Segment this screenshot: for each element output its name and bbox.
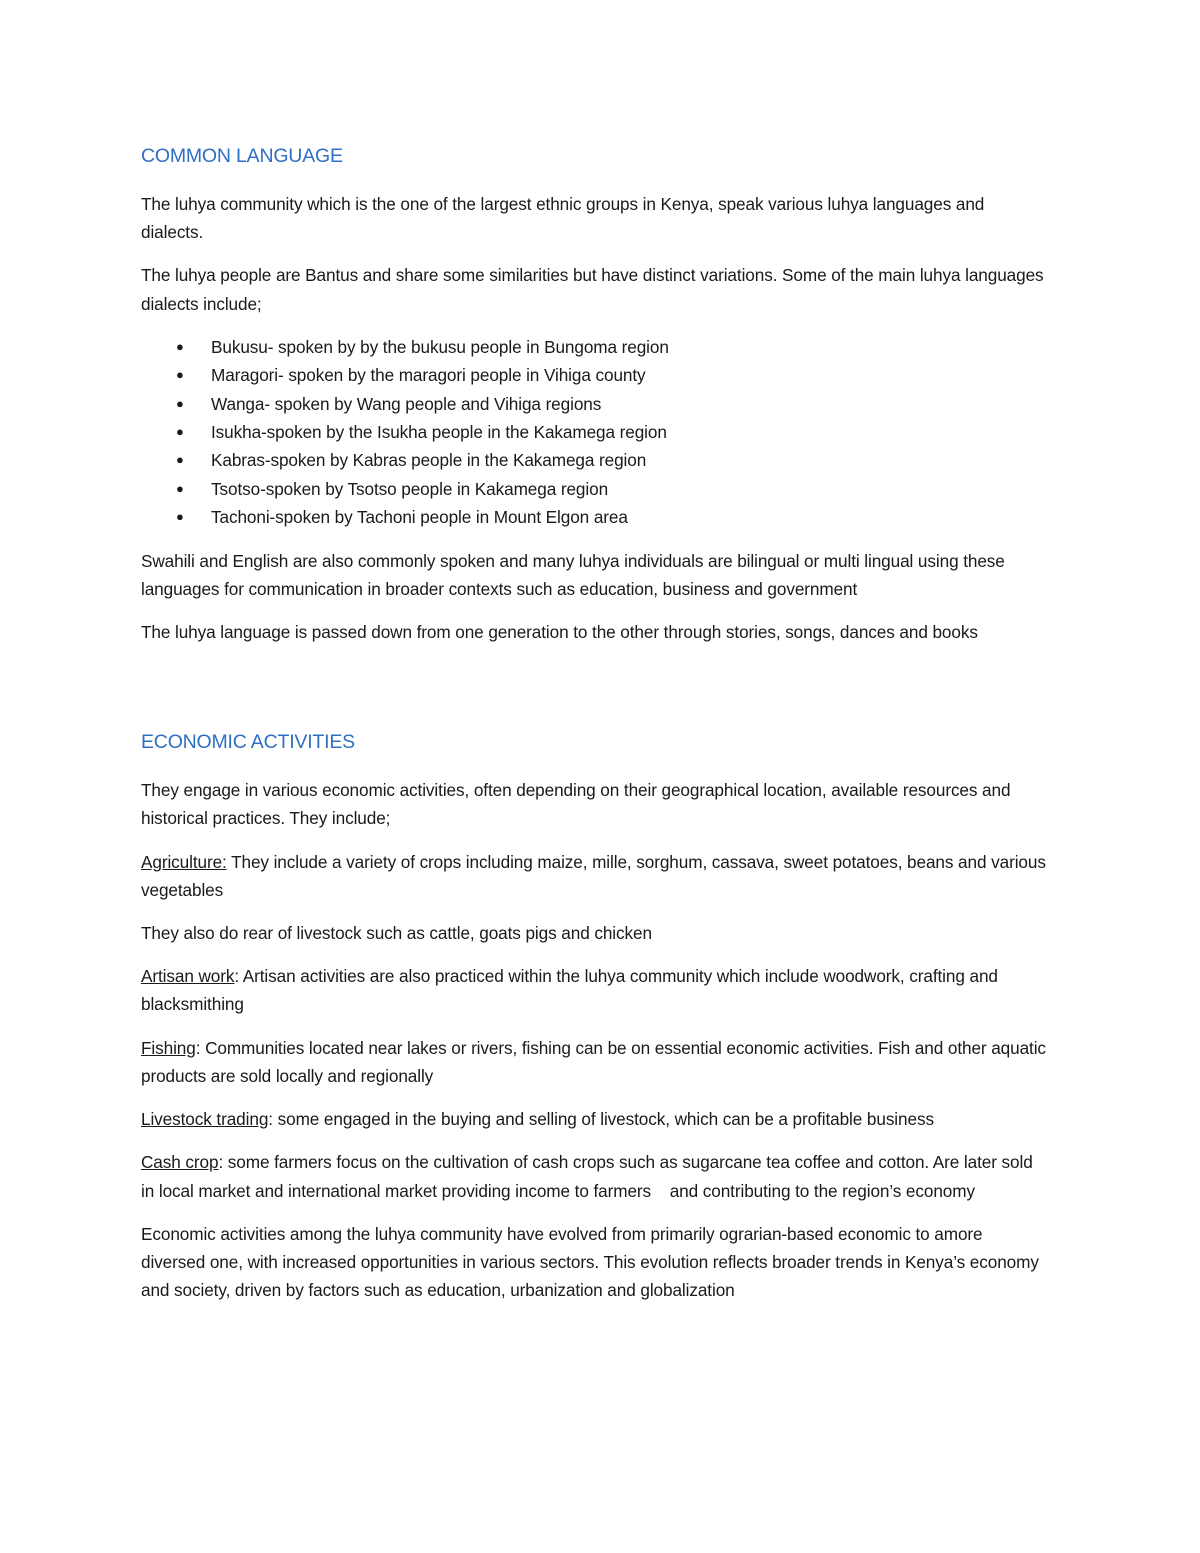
list-item [141, 361, 1050, 389]
list-item [141, 503, 1050, 531]
list-item-text: Isukha-spoken by the Isukha people in the Kakamega region [211, 422, 667, 443]
agriculture-label: Agriculture: [141, 851, 227, 872]
bullet-icon: ● [176, 395, 184, 411]
list-item [141, 418, 1050, 446]
artisan-text: : Artisan activities are also practiced within the luhya community which include woodwork, crafting and blacksmithing [141, 966, 998, 1015]
paragraph-livestock-trading [141, 1105, 1050, 1133]
fishing-text: : Communities located near lakes or rivers, fishing can be on essential economic activities. Fish and other aquatic products are sold locally and regionally [141, 1037, 1046, 1086]
trading-label: Livestock trading [141, 1109, 269, 1130]
list-item-text: Bukusu- spoken by by the bukusu people in Bungoma region [211, 336, 669, 357]
bullet-icon: ● [176, 452, 184, 468]
dialect-list [141, 333, 1050, 532]
paragraph-cash-crop [141, 1148, 1050, 1204]
artisan-label: Artisan work [141, 966, 235, 987]
heading-common-language: COMMON LANGUAGE [141, 145, 343, 167]
bullet-icon: ● [176, 480, 184, 496]
agriculture-text: They include a variety of crops including maize, mille, sorghum, cassava, sweet potatoes, beans and various vegetables [141, 851, 1046, 900]
bullet-icon: ● [176, 338, 184, 354]
list-item-text: Wanga- spoken by Wang people and Vihiga regions [211, 393, 602, 414]
paragraph-passed-down: The luhya language is passed down from one generation to the other through stories, songs, dances and books [141, 622, 978, 643]
paragraph-livestock: They also do rear of livestock such as cattle, goats pigs and chicken [141, 923, 652, 944]
paragraph-intro: The luhya community which is the one of the largest ethnic groups in Kenya, speak various luhya languages and dialects. [141, 194, 985, 243]
list-item [141, 446, 1050, 474]
cash-crop-label: Cash crop [141, 1152, 219, 1173]
list-item-text: Kabras-spoken by Kabras people in the Kakamega region [211, 450, 647, 471]
paragraph-agriculture [141, 848, 1050, 904]
list-item [141, 475, 1050, 503]
paragraph-swahili-english: Swahili and English are also commonly spoken and many luhya individuals are bilingual or multi lingual using these languages for communication in broader contexts such as education, business and government [141, 550, 1005, 599]
bullet-icon: ● [176, 367, 184, 383]
list-item [141, 390, 1050, 418]
paragraph-bantus: The luhya people are Bantus and share some similarities but have distinct variations. Some of the main luhya languages dialects include; [141, 265, 1044, 314]
bullet-icon: ● [176, 509, 184, 525]
paragraph-conclusion: Economic activities among the luhya community have evolved from primarily ograrian-based economic to amore diversed one, with increased opportunities in various sectors. This evolution reflects broader trends in Kenya’s economy and society, driven by factors such as education, urbanization and globalization [141, 1223, 1039, 1301]
paragraph-fishing [141, 1034, 1050, 1090]
cash-crop-text: : some farmers focus on the cultivation of cash crops such as sugarcane tea coffee and cotton. Are later sold in local market and international market providing income to farmers and contributing to the region’s economy [141, 1152, 1038, 1201]
list-item [141, 333, 1050, 361]
list-item-text: Tsotso-spoken by Tsotso people in Kakamega region [211, 478, 609, 499]
heading-economic-activities: ECONOMIC ACTIVITIES [141, 731, 355, 754]
paragraph-artisan [141, 962, 1050, 1018]
list-item-text: Tachoni-spoken by Tachoni people in Mount Elgon area [211, 507, 628, 528]
bullet-icon: ● [176, 424, 184, 440]
paragraph-economic-intro: They engage in various economic activities, often depending on their geographical location, available resources and historical practices. They include; [141, 780, 1011, 829]
fishing-label: Fishing [141, 1037, 196, 1058]
trading-text: : some engaged in the buying and selling of livestock, which can be a profitable business [268, 1109, 934, 1130]
list-item-text: Maragori- spoken by the maragori people in Vihiga county [211, 365, 646, 386]
